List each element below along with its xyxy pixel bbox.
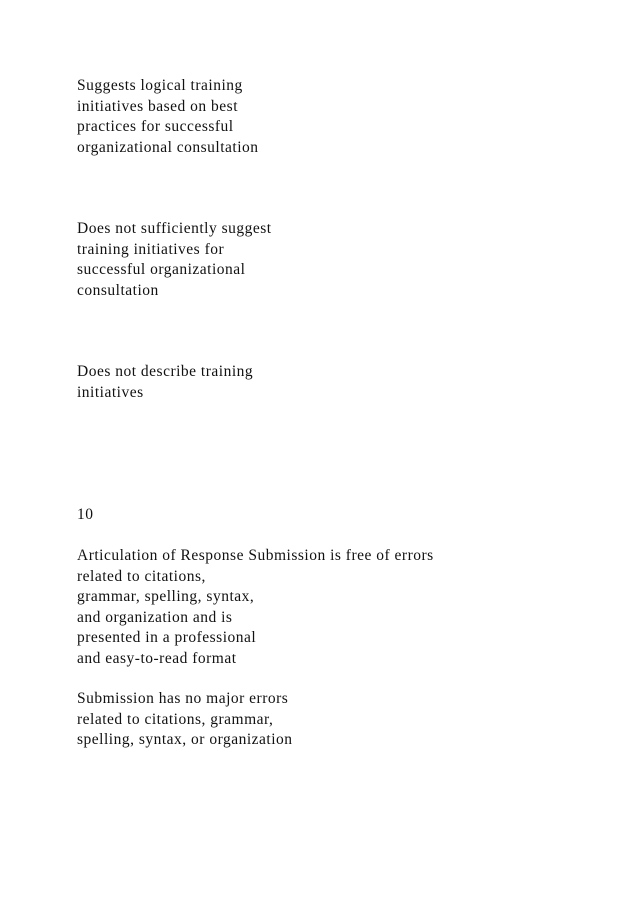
text-line: Articulation of Response Submission is free of errors: [77, 547, 434, 564]
criterion-proficient-training: [77, 76, 259, 158]
text-line: and easy-to-read format: [77, 649, 237, 667]
text-line: initiatives based on best: [77, 97, 239, 115]
text-line: successful organizational: [77, 261, 246, 278]
text-line: Suggests logical training: [77, 77, 243, 94]
criterion-needs-improvement-training: [77, 219, 272, 301]
points-text: 10: [77, 506, 94, 523]
criterion-articulation-proficient: [77, 689, 293, 751]
text-line: Submission has no major errors: [77, 690, 289, 707]
text-line: Does not describe training: [77, 363, 254, 380]
text-line: organizational consultation: [77, 138, 259, 156]
text-line: grammar, spelling, syntax,: [77, 588, 255, 605]
criterion-not-evident-training: [77, 362, 253, 403]
text-line: Does not sufficiently suggest: [77, 220, 272, 237]
text-line: training initiatives for: [77, 240, 225, 258]
text-line: related to citations, grammar,: [77, 710, 274, 728]
text-line: consultation: [77, 281, 159, 299]
text-line: spelling, syntax, or organization: [77, 731, 293, 748]
text-line: related to citations,: [77, 567, 206, 585]
points-value: [77, 505, 94, 526]
text-line: initiatives: [77, 383, 144, 401]
text-line: and organization and is: [77, 608, 233, 626]
text-line: presented in a professional: [77, 629, 257, 646]
criterion-articulation-exemplary: [77, 546, 434, 669]
text-line: practices for successful: [77, 118, 234, 135]
